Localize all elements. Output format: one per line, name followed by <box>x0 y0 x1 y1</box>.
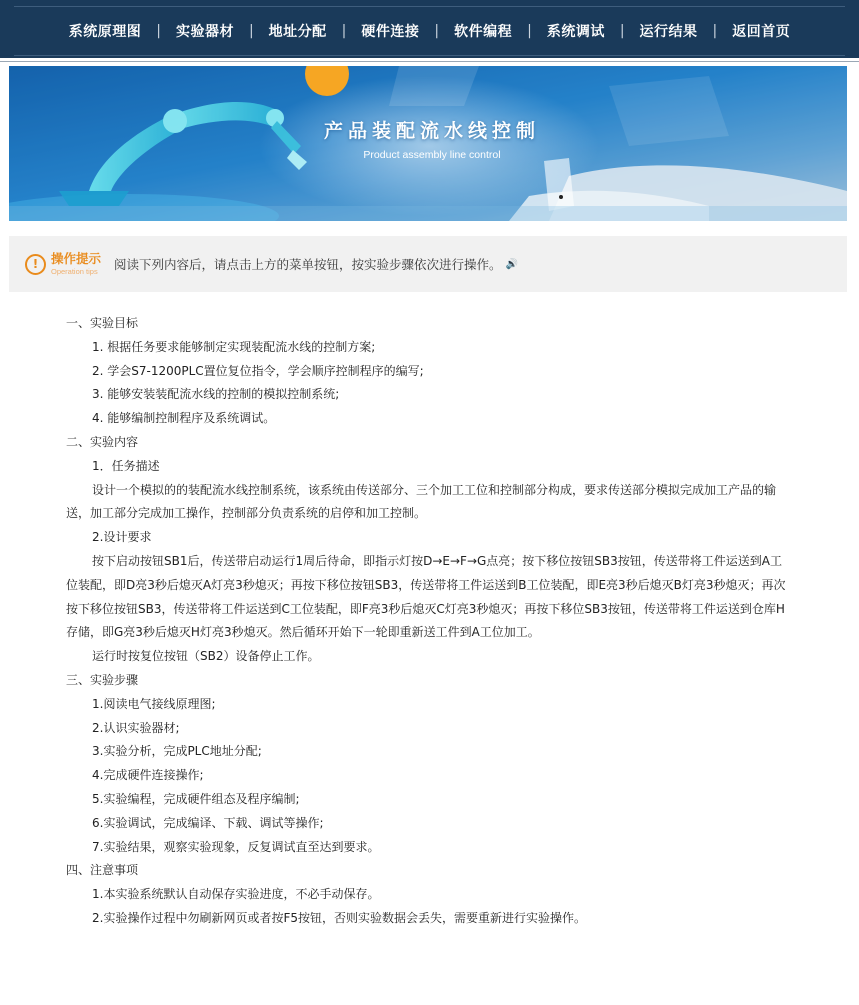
list-item: 5.实验编程，完成硬件组态及程序编制; <box>92 791 300 806</box>
banner <box>9 66 847 221</box>
nav-menu <box>14 6 845 56</box>
section-title-goals: 一、实验目标 <box>66 316 139 330</box>
nav-item-hardware[interactable]: 硬件连接 <box>361 24 420 40</box>
subsection-title: 1．任务描述 <box>92 458 160 473</box>
experiment-content <box>66 312 786 931</box>
section-title-notes: 四、注意事项 <box>66 863 139 878</box>
paragraph: 运行时按复位按钮（SB2）设备停止工作。 <box>92 649 320 664</box>
nav-separator: | <box>341 23 347 39</box>
top-nav-bar <box>0 0 859 61</box>
nav-separator: | <box>619 23 625 39</box>
banner-title: 产品装配流水线控制 <box>323 120 540 142</box>
speaker-icon[interactable]: 🔊 <box>505 258 518 270</box>
list-item: 4.完成硬件连接操作; <box>92 768 204 783</box>
exclamation-icon: ! <box>25 254 46 275</box>
list-item: 2.认识实验器材; <box>92 720 180 735</box>
tip-label-english: Operation tips <box>51 266 98 276</box>
list-item: 1.本实验系统默认自动保存实验进度，不必手动保存。 <box>92 887 380 902</box>
nav-separator: | <box>248 23 254 39</box>
nav-item-schematic[interactable]: 系统原理图 <box>68 24 142 40</box>
paragraph: 按下启动按钮SB1后，传送带启动运行1周后待命，即指示灯按D→E→F→G点亮；按下移位按钮SB3按钮，传送带将工件运送到A工位装配，即D亮3秒后熄灭A灯亮3秒熄灭；再按下移位按钮SB3，传送带将工件运送到B工位装配，即E亮3秒后熄灭B灯亮3秒熄灭；再次按下移位按钮SB3，传送带将工件运送到C工位装配，即F亮3秒后熄灭C灯亮3秒熄灭；再按下移位SB3按钮，传送带将工件运送到仓库H存储，即G亮3秒后熄灭H灯亮3秒熄灭。然后循环开始下一轮即重新送工件到A工位加工。 <box>66 553 786 640</box>
tip-text: 阅读下列内容后，请点击上方的菜单按钮，按实验步骤依次进行操作。 <box>114 257 502 272</box>
subsection-title: 2.设计要求 <box>92 530 152 545</box>
list-item: 2.实验操作过程中勿刷新网页或者按F5按钮，否则实验数据会丢失，需要重新进行实验操作。 <box>92 910 586 925</box>
list-item: 2. 学会S7-1200PLC置位复位指令，学会顺序控制程序的编写; <box>92 363 424 378</box>
list-item: 1. 根据任务要求能够制定实现装配流水线的控制方案; <box>92 339 376 354</box>
nav-item-home[interactable]: 返回首页 <box>732 24 791 40</box>
nav-separator: | <box>156 23 161 39</box>
banner-illustration <box>9 66 847 221</box>
list-item: 1.阅读电气接线原理图; <box>92 696 216 711</box>
list-item: 3. 能够安装装配流水线的控制的模拟控制系统; <box>92 387 340 402</box>
nav-separator: | <box>434 23 440 39</box>
section-title-steps: 三、实验步骤 <box>66 672 139 687</box>
list-item: 4. 能够编制控制程序及系统调试。 <box>92 411 276 426</box>
nav-item-equipment[interactable]: 实验器材 <box>175 24 234 40</box>
list-item: 7.实验结果，观察实验现象，反复调试直至达到要求。 <box>92 839 380 854</box>
nav-item-address[interactable]: 地址分配 <box>268 24 327 40</box>
nav-separator: | <box>712 23 718 39</box>
banner-subtitle: Product assembly line control <box>363 149 501 161</box>
list-item: 6.实验调试，完成编译、下载、调试等操作; <box>92 815 324 830</box>
paragraph: 设计一个模拟的的装配流水线控制系统，该系统由传送部分、三个加工工位和控制部分构成，要求传送部分模拟完成加工产品的输送，加工部分完成加工操作，控制部分负责系统的启停和加工控制。 <box>66 482 777 521</box>
tip-label <box>51 253 101 275</box>
tip-label-main: 操作提示 <box>51 251 102 266</box>
nav-item-programming[interactable]: 软件编程 <box>454 24 513 40</box>
list-item: 3.实验分析，完成PLC地址分配; <box>92 744 262 759</box>
section-title-content: 二、实验内容 <box>66 434 139 449</box>
nav-item-debugging[interactable]: 系统调试 <box>546 24 605 40</box>
nav-separator: | <box>527 23 532 39</box>
operation-tip-bar <box>9 236 847 292</box>
nav-item-results[interactable]: 运行结果 <box>639 24 698 40</box>
